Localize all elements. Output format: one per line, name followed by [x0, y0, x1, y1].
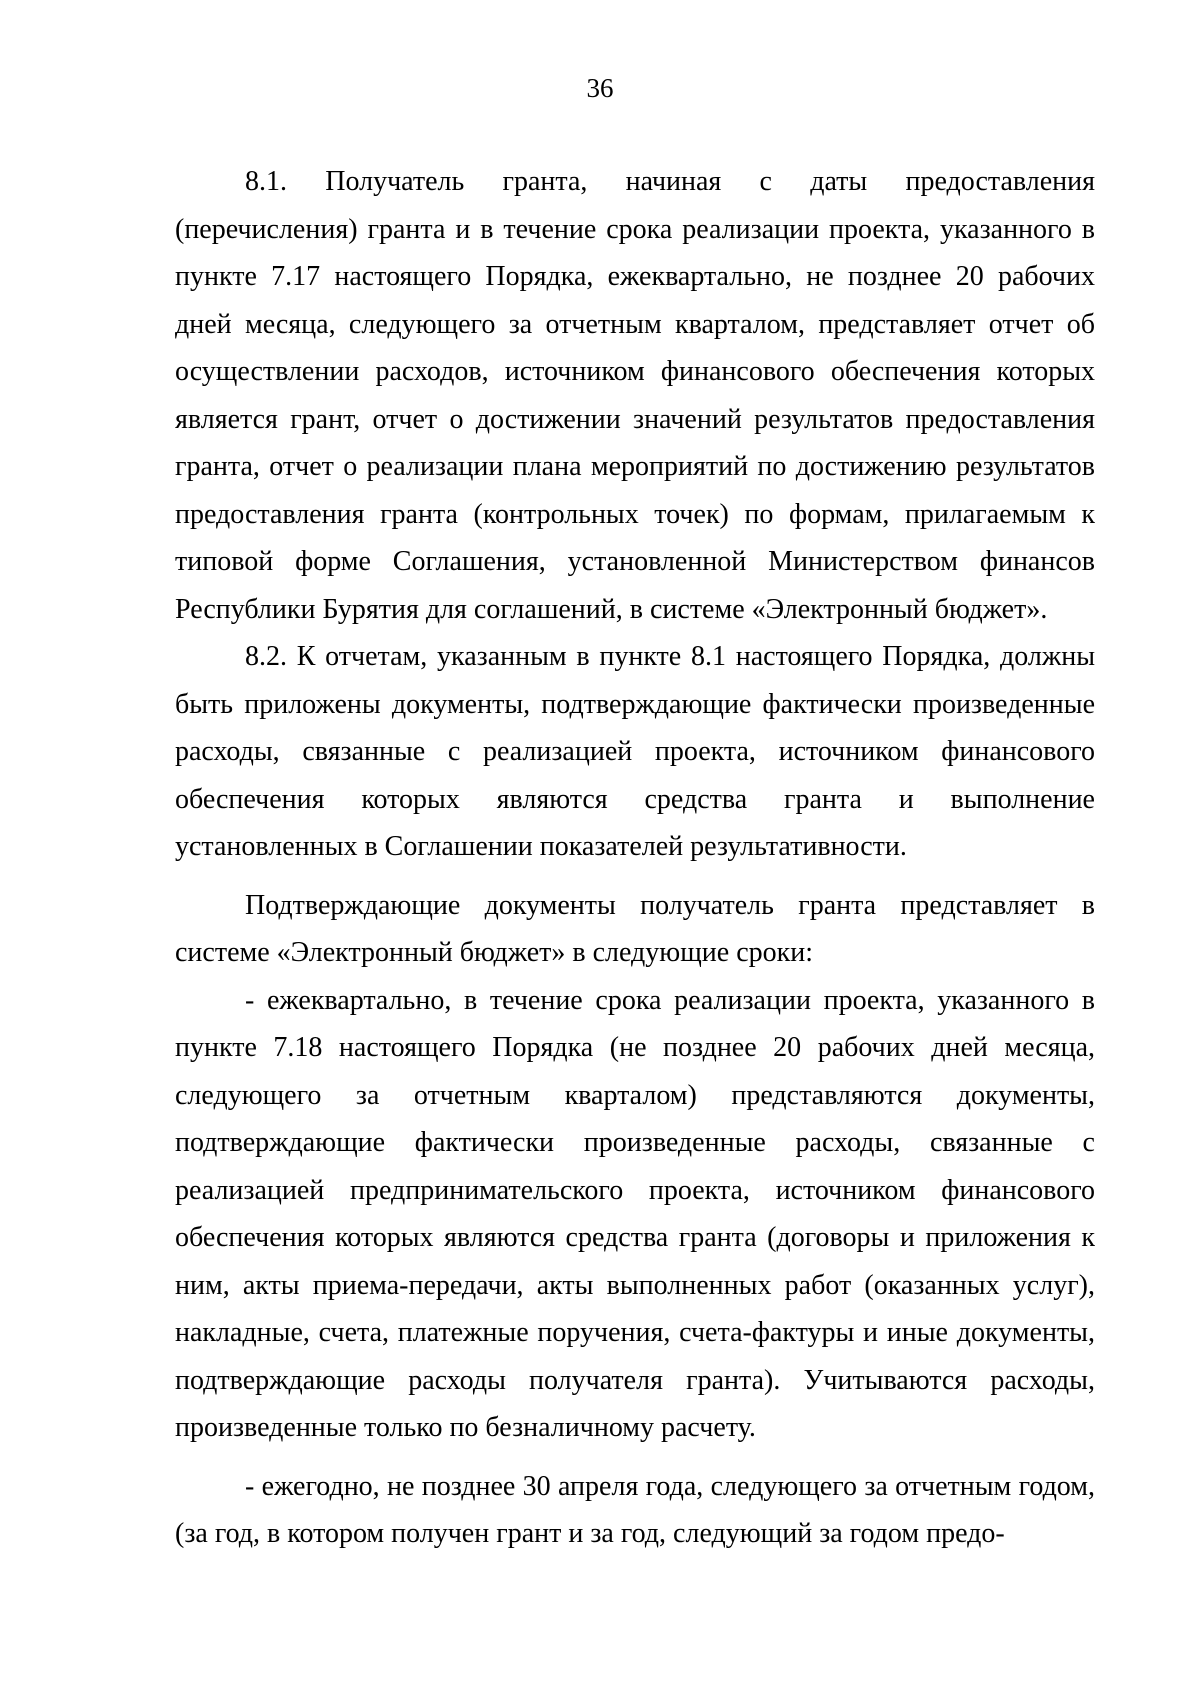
paragraph-8-1: 8.1. Получатель гранта, начиная с даты предоставления (перечисления) гранта и в течение срока реализации проекта, указанного в пункте 7.17 настоящего Порядка, ежеквартально, не позднее 20 рабочих дней месяца, следующего за отчетным кварталом, представляет отчет об осуществлении расходов, источником финансового обеспечения которых является грант, отчет о достижении значений результатов предоставления гранта, отчет о реализации плана мероприятий по достижению результатов предоставления гранта (контрольных точек) по формам, прилагаемым к типовой форме Соглашения, установленной Министерством финансов Республики Бурятия для соглашений, в системе «Электронный бюджет». — [175, 166, 1095, 625]
list-item-annually: - ежегодно, не позднее 30 апреля года, следующего за отчетным годом, (за год, в котором получен грант и за год, следующий за годом предо- — [175, 1470, 1095, 1549]
page-number: 36 — [586, 73, 614, 103]
paragraph-confirming-documents: Подтверждающие документы получатель гранта представляет в системе «Электронный бюджет» в следующие сроки: — [175, 889, 1095, 968]
list-item-quarterly: - ежеквартально, в течение срока реализации проекта, указанного в пункте 7.18 настоящего Порядка (не позднее 20 рабочих дней месяца, следующего за отчетным кварталом) представляются документы, подтверждающие фактически произведенные расходы, связанные с реализацией предпринимательского проекта, источником финансового обеспечения которых являются средства гранта (договоры и приложения к ним, акты приема-передачи, акты выполненных работ (оказанных услуг), накладные, счета, платежные поручения, счета-фактуры и иные документы, подтверждающие расходы получателя гранта). Учитываются расходы, произведенные только по безналичному расчету. — [175, 984, 1095, 1443]
document-body — [175, 158, 1095, 1558]
paragraph-8-2: 8.2. К отчетам, указанным в пункте 8.1 настоящего Порядка, должны быть приложены документы, подтверждающие фактически произведенные расходы, связанные с реализацией проекта, источником финансового обеспечения которых являются средства гранта и выполнение установленных в Соглашении показателей результативности. — [175, 641, 1095, 862]
